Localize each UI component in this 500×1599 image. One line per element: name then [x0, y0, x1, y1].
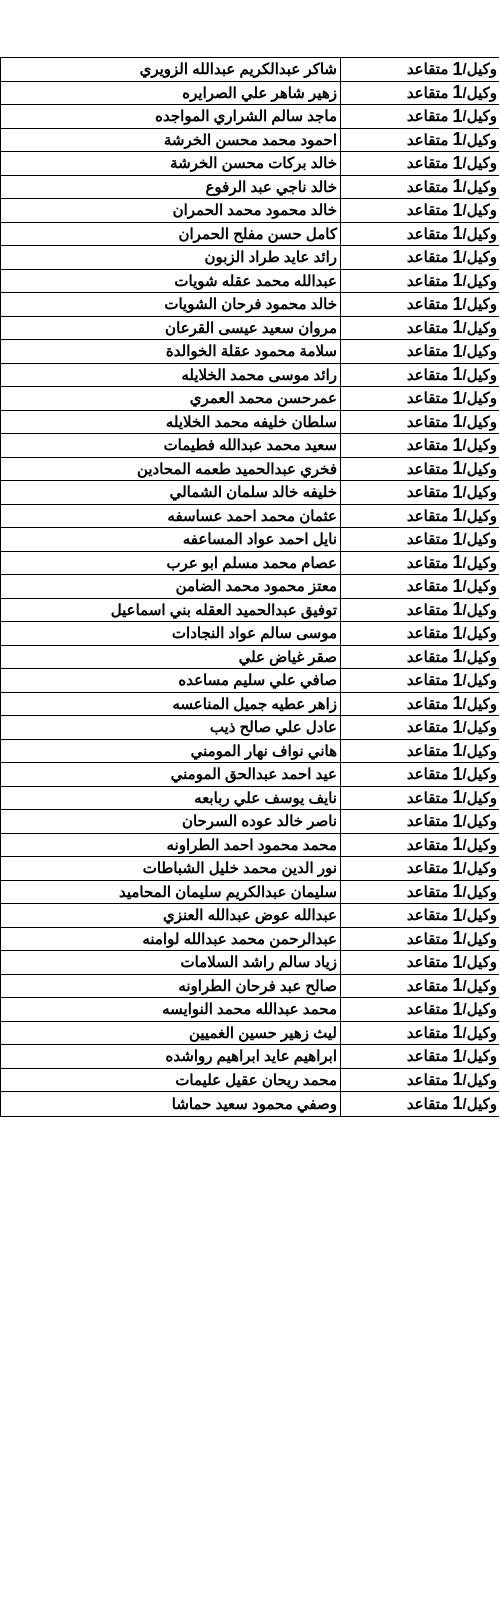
rank-label: وكيل/	[462, 413, 497, 431]
table-row	[1, 740, 499, 764]
status-label: متقاعد	[406, 319, 453, 337]
table-row	[1, 458, 499, 482]
table-row	[1, 646, 499, 670]
table-row	[1, 1069, 499, 1093]
rank-cell	[340, 340, 499, 363]
rank-label: وكيل/	[462, 202, 497, 220]
rank-cell	[340, 82, 499, 105]
rank-number: 1	[452, 998, 463, 1019]
rank-number: 1	[452, 481, 463, 502]
rank-number: 1	[452, 105, 463, 126]
status-label: متقاعد	[406, 178, 453, 196]
table-row	[1, 58, 499, 82]
rank-number: 1	[452, 575, 463, 596]
rank-number: 1	[452, 176, 463, 197]
rank-label: وكيل/	[462, 155, 497, 173]
rank-number: 1	[452, 857, 463, 878]
table-row	[1, 105, 499, 129]
status-label: متقاعد	[406, 930, 453, 948]
table-row	[1, 340, 499, 364]
rank-label: وكيل/	[462, 108, 497, 126]
rank-cell	[340, 176, 499, 199]
name-cell: موسى سالم عواد النجادات	[171, 625, 337, 643]
rank-number: 1	[452, 340, 463, 361]
rank-cell	[340, 505, 499, 528]
rank-label: وكيل/	[462, 789, 497, 807]
status-label: متقاعد	[406, 954, 453, 972]
rank-cell	[340, 105, 499, 128]
roster-table	[0, 57, 499, 1117]
name-cell: سلامة محمود عقلة الخوالدة	[165, 343, 337, 361]
status-label: متقاعد	[406, 1095, 453, 1113]
table-row	[1, 716, 499, 740]
status-label: متقاعد	[406, 390, 453, 408]
table-row	[1, 998, 499, 1022]
rank-cell	[340, 1022, 499, 1045]
name-cell: رائد عايد طراد الزبون	[204, 249, 337, 267]
status-label: متقاعد	[406, 484, 453, 502]
status-label: متقاعد	[406, 601, 453, 619]
rank-cell	[340, 270, 499, 293]
rank-label: وكيل/	[462, 131, 497, 149]
status-label: متقاعد	[406, 578, 453, 596]
name-cell: عمرحسن محمد العمري	[189, 390, 337, 408]
table-row	[1, 223, 499, 247]
table-row	[1, 834, 499, 858]
rank-label: وكيل/	[462, 390, 497, 408]
rank-label: وكيل/	[462, 178, 497, 196]
rank-number: 1	[452, 951, 463, 972]
table-row	[1, 763, 499, 787]
name-cell: محمد محمود احمد الطراونه	[166, 836, 337, 854]
rank-label: وكيل/	[462, 554, 497, 572]
rank-cell	[340, 998, 499, 1021]
rank-cell	[340, 411, 499, 434]
name-cell: رائد موسى محمد الخلايله	[181, 366, 337, 384]
table-row	[1, 317, 499, 341]
rank-cell	[340, 857, 499, 880]
rank-number: 1	[452, 834, 463, 855]
name-cell: سلطان خليفه محمد الخلايله	[165, 413, 337, 431]
rank-cell	[340, 434, 499, 457]
rank-label: وكيل/	[462, 319, 497, 337]
rank-number: 1	[452, 528, 463, 549]
rank-label: وكيل/	[462, 883, 497, 901]
rank-number: 1	[452, 364, 463, 385]
status-label: متقاعد	[406, 249, 453, 267]
table-row	[1, 1022, 499, 1046]
rank-number: 1	[452, 317, 463, 338]
rank-label: وكيل/	[462, 249, 497, 267]
rank-number: 1	[452, 787, 463, 808]
rank-cell	[340, 458, 499, 481]
rank-cell	[340, 763, 499, 786]
rank-cell	[340, 740, 499, 763]
status-label: متقاعد	[406, 84, 453, 102]
status-label: متقاعد	[406, 108, 453, 126]
rank-cell	[340, 1092, 499, 1116]
status-label: متقاعد	[406, 437, 453, 455]
rank-cell	[340, 387, 499, 410]
table-row	[1, 622, 499, 646]
rank-label: وكيل/	[462, 272, 497, 290]
rank-number: 1	[452, 693, 463, 714]
rank-label: وكيل/	[462, 484, 497, 502]
name-cell: سليمان عبدالكريم سليمان المحاميد	[118, 883, 337, 901]
rank-number: 1	[452, 1069, 463, 1090]
name-cell: محمد ريحان عقيل عليمات	[175, 1071, 337, 1089]
rank-label: وكيل/	[462, 296, 497, 314]
name-cell: محمد عبدالله محمد النوايسه	[162, 1001, 337, 1019]
rank-number: 1	[452, 928, 463, 949]
table-row	[1, 575, 499, 599]
rank-label: وكيل/	[462, 1024, 497, 1042]
name-cell: ماجد سالم الشراري المواجده	[155, 108, 337, 126]
table-row	[1, 411, 499, 435]
status-label: متقاعد	[406, 1001, 453, 1019]
rank-label: وكيل/	[462, 907, 497, 925]
status-label: متقاعد	[406, 907, 453, 925]
status-label: متقاعد	[406, 366, 453, 384]
table-row	[1, 176, 499, 200]
table-row	[1, 387, 499, 411]
rank-label: وكيل/	[462, 1095, 497, 1113]
name-cell: ناصر خالد عوده السرحان	[181, 813, 337, 831]
status-label: متقاعد	[406, 695, 453, 713]
rank-cell	[340, 1045, 499, 1068]
name-cell: ابراهيم عايد ابراهيم رواشده	[165, 1048, 337, 1066]
rank-number: 1	[452, 505, 463, 526]
status-label: متقاعد	[406, 61, 453, 79]
status-label: متقاعد	[406, 648, 453, 666]
rank-cell	[340, 58, 499, 81]
rank-label: وكيل/	[462, 1001, 497, 1019]
rank-label: وكيل/	[462, 977, 497, 995]
name-cell: زهير شاهر علي الصرايره	[182, 84, 337, 102]
rank-cell	[340, 528, 499, 551]
name-cell: زياد سالم راشد السلامات	[180, 954, 337, 972]
rank-cell	[340, 246, 499, 269]
name-cell: عصام محمد مسلم ابو عرب	[166, 554, 337, 572]
rank-number: 1	[452, 223, 463, 244]
status-label: متقاعد	[406, 719, 453, 737]
table-row	[1, 975, 499, 999]
name-cell: زاهر عطيه جميل المناعسه	[172, 695, 337, 713]
rank-number: 1	[452, 599, 463, 620]
name-cell: كامل حسن مفلح الحمران	[178, 225, 337, 243]
rank-label: وكيل/	[462, 460, 497, 478]
name-cell: فخري عبدالحميد طعمه المحادين	[136, 460, 337, 478]
rank-label: وكيل/	[462, 625, 497, 643]
table-row	[1, 693, 499, 717]
table-row	[1, 669, 499, 693]
rank-cell	[340, 223, 499, 246]
rank-cell	[340, 975, 499, 998]
rank-label: وكيل/	[462, 742, 497, 760]
table-row	[1, 904, 499, 928]
status-label: متقاعد	[406, 1048, 453, 1066]
status-label: متقاعد	[406, 225, 453, 243]
rank-cell	[340, 575, 499, 598]
name-cell: سعيد محمد عبدالله فطيمات	[163, 437, 337, 455]
rank-label: وكيل/	[462, 860, 497, 878]
status-label: متقاعد	[406, 883, 453, 901]
name-cell: عبدالله محمد عقله شويات	[174, 272, 337, 290]
status-label: متقاعد	[406, 836, 453, 854]
name-cell: معتز محمود محمد الضامن	[175, 578, 337, 596]
rank-label: وكيل/	[462, 84, 497, 102]
rank-number: 1	[452, 810, 463, 831]
rank-cell	[340, 152, 499, 175]
rank-cell	[340, 951, 499, 974]
rank-number: 1	[452, 246, 463, 267]
table-row	[1, 129, 499, 153]
status-label: متقاعد	[406, 625, 453, 643]
rank-label: وكيل/	[462, 719, 497, 737]
name-cell: عيد احمد عبدالحق المومني	[170, 766, 337, 784]
status-label: متقاعد	[406, 131, 453, 149]
table-row	[1, 434, 499, 458]
rank-label: وكيل/	[462, 531, 497, 549]
rank-cell	[340, 129, 499, 152]
table-row	[1, 246, 499, 270]
rank-number: 1	[452, 270, 463, 291]
rank-number: 1	[452, 622, 463, 643]
rank-number: 1	[452, 293, 463, 314]
status-label: متقاعد	[406, 977, 453, 995]
table-row	[1, 857, 499, 881]
status-label: متقاعد	[406, 413, 453, 431]
rank-number: 1	[452, 669, 463, 690]
status-label: متقاعد	[406, 672, 453, 690]
name-cell: خالد محمود فرحان الشويات	[164, 296, 337, 314]
name-cell: عثمان محمد احمد عساسفه	[167, 507, 337, 525]
name-cell: احمود محمد محسن الخرشة	[163, 131, 337, 149]
table-row	[1, 481, 499, 505]
name-cell: صقر غياض علي	[238, 648, 337, 666]
rank-label: وكيل/	[462, 813, 497, 831]
status-label: متقاعد	[406, 766, 453, 784]
table-row	[1, 152, 499, 176]
rank-label: وكيل/	[462, 1048, 497, 1066]
rank-number: 1	[452, 975, 463, 996]
rank-number: 1	[452, 1045, 463, 1066]
status-label: متقاعد	[406, 155, 453, 173]
rank-label: وكيل/	[462, 507, 497, 525]
rank-cell	[340, 199, 499, 222]
rank-label: وكيل/	[462, 61, 497, 79]
name-cell: ليث زهير حسين الغميين	[188, 1024, 337, 1042]
status-label: متقاعد	[406, 460, 453, 478]
table-row	[1, 82, 499, 106]
name-cell: مروان سعيد عيسى القرعان	[165, 319, 337, 337]
name-cell: خالد ناجي عبد الرفوع	[205, 178, 337, 196]
rank-label: وكيل/	[462, 695, 497, 713]
status-label: متقاعد	[406, 789, 453, 807]
rank-label: وكيل/	[462, 366, 497, 384]
table-row	[1, 928, 499, 952]
name-cell: نور الدين محمد خليل الشباطات	[142, 860, 337, 878]
table-row	[1, 293, 499, 317]
rank-number: 1	[452, 411, 463, 432]
status-label: متقاعد	[406, 1071, 453, 1089]
table-row	[1, 528, 499, 552]
rank-number: 1	[452, 434, 463, 455]
rank-cell	[340, 716, 499, 739]
name-cell: صالح عبد فرحان الطراونه	[178, 977, 337, 995]
rank-number: 1	[452, 458, 463, 479]
rank-number: 1	[452, 904, 463, 925]
status-label: متقاعد	[406, 531, 453, 549]
rank-number: 1	[452, 881, 463, 902]
rank-cell	[340, 552, 499, 575]
status-label: متقاعد	[406, 202, 453, 220]
rank-number: 1	[452, 82, 463, 103]
name-cell: هاني نواف نهار المومني	[190, 742, 337, 760]
status-label: متقاعد	[406, 296, 453, 314]
rank-cell	[340, 622, 499, 645]
name-cell: عادل علي صالح ذيب	[209, 719, 337, 737]
rank-cell	[340, 293, 499, 316]
rank-cell	[340, 1069, 499, 1092]
rank-label: وكيل/	[462, 836, 497, 854]
rank-number: 1	[452, 58, 463, 79]
rank-cell	[340, 364, 499, 387]
rank-label: وكيل/	[462, 1071, 497, 1089]
status-label: متقاعد	[406, 742, 453, 760]
table-row	[1, 787, 499, 811]
table-row	[1, 364, 499, 388]
table-row	[1, 1092, 499, 1116]
rank-label: وكيل/	[462, 578, 497, 596]
rank-number: 1	[452, 1022, 463, 1043]
rank-number: 1	[452, 1093, 463, 1114]
rank-label: وكيل/	[462, 672, 497, 690]
rank-label: وكيل/	[462, 648, 497, 666]
table-row	[1, 951, 499, 975]
rank-number: 1	[452, 740, 463, 761]
rank-cell	[340, 810, 499, 833]
status-label: متقاعد	[406, 813, 453, 831]
rank-cell	[340, 787, 499, 810]
name-cell: خالد محمود محمد الحمران	[172, 202, 337, 220]
rank-label: وكيل/	[462, 601, 497, 619]
rank-number: 1	[452, 129, 463, 150]
status-label: متقاعد	[406, 860, 453, 878]
name-cell: وصفي محمود سعيد حماشا	[171, 1095, 337, 1113]
name-cell: نايف يوسف علي ربابعه	[194, 789, 337, 807]
rank-number: 1	[452, 646, 463, 667]
rank-cell	[340, 904, 499, 927]
rank-label: وكيل/	[462, 766, 497, 784]
rank-number: 1	[452, 152, 463, 173]
rank-label: وكيل/	[462, 225, 497, 243]
rank-cell	[340, 317, 499, 340]
rank-label: وكيل/	[462, 437, 497, 455]
rank-cell	[340, 599, 499, 622]
table-row	[1, 881, 499, 905]
status-label: متقاعد	[406, 343, 453, 361]
table-row	[1, 1045, 499, 1069]
rank-label: وكيل/	[462, 954, 497, 972]
name-cell: خالد بركات محسن الخرشة	[170, 155, 337, 173]
table-row	[1, 552, 499, 576]
name-cell: توفيق عبدالحميد العقله بني اسماعيل	[110, 601, 337, 619]
name-cell: شاكر عبدالكريم عبدالله الزويري	[139, 61, 337, 79]
rank-number: 1	[452, 199, 463, 220]
table-row	[1, 810, 499, 834]
rank-cell	[340, 669, 499, 692]
status-label: متقاعد	[406, 272, 453, 290]
name-cell: عبدالله عوض عبدالله العنزي	[162, 907, 337, 925]
rank-cell	[340, 481, 499, 504]
table-row	[1, 270, 499, 294]
rank-cell	[340, 881, 499, 904]
rank-cell	[340, 646, 499, 669]
table-row	[1, 199, 499, 223]
table-row	[1, 599, 499, 623]
name-cell: خليفه خالد سلمان الشمالي	[169, 484, 337, 502]
status-label: متقاعد	[406, 554, 453, 572]
rank-label: وكيل/	[462, 930, 497, 948]
rank-label: وكيل/	[462, 343, 497, 361]
name-cell: صافي علي سليم مساعده	[178, 672, 337, 690]
status-label: متقاعد	[406, 507, 453, 525]
status-label: متقاعد	[406, 1024, 453, 1042]
rank-number: 1	[452, 387, 463, 408]
rank-cell	[340, 928, 499, 951]
rank-number: 1	[452, 716, 463, 737]
rank-number: 1	[452, 552, 463, 573]
rank-number: 1	[452, 763, 463, 784]
name-cell: نايل احمد عواد المساعفه	[182, 531, 337, 549]
table-row	[1, 505, 499, 529]
name-cell: عبدالرحمن محمد عبدالله لوامنه	[142, 930, 337, 948]
rank-cell	[340, 693, 499, 716]
rank-cell	[340, 834, 499, 857]
